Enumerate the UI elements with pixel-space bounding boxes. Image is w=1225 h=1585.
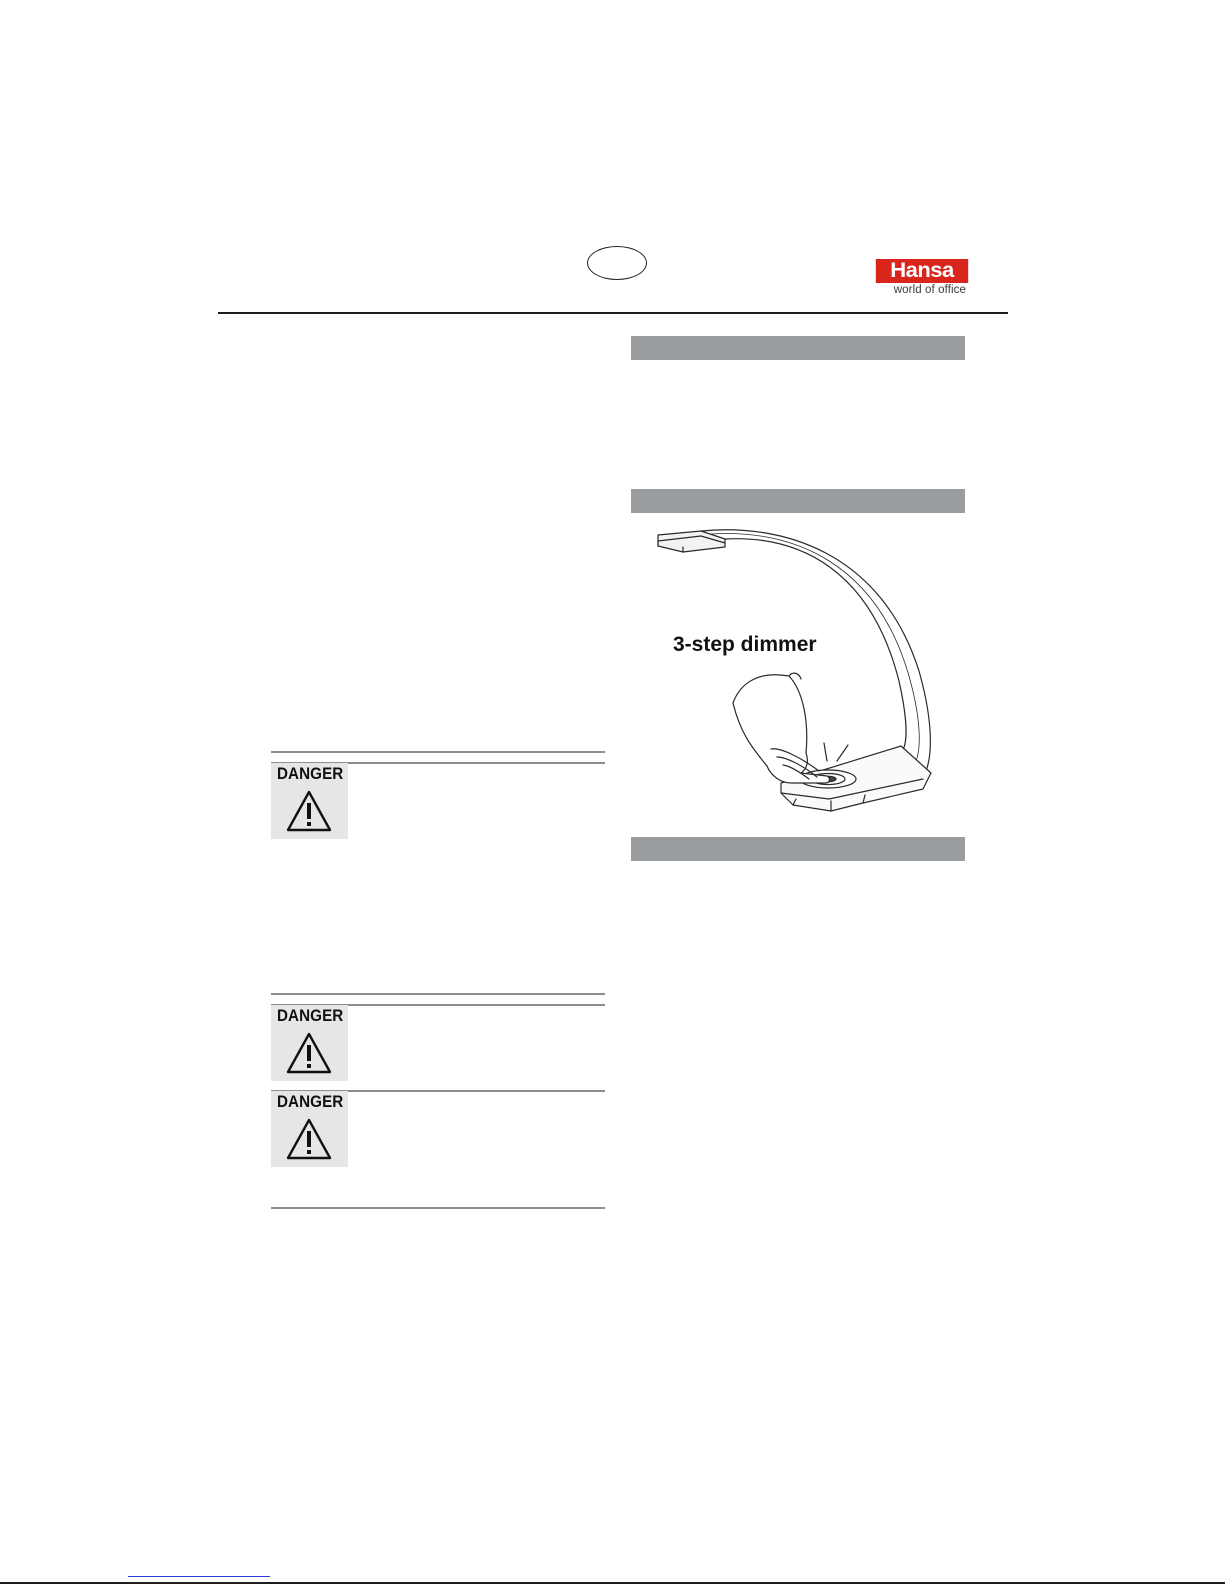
warning-rule-top <box>271 993 605 995</box>
footer-divider <box>0 1582 1225 1584</box>
logo-wordmark: Hansa <box>876 259 968 283</box>
header-divider <box>218 312 1008 314</box>
section-bar-3 <box>631 837 965 861</box>
language-badge <box>587 246 647 280</box>
lamp-dimmer-illustration <box>631 521 965 831</box>
warning-triangle-icon <box>286 790 332 832</box>
figure-label: 3-step dimmer <box>673 633 817 656</box>
brand-logo <box>878 259 966 299</box>
section-bar-1 <box>631 336 965 360</box>
danger-warning-box <box>271 763 348 839</box>
danger-label: DANGER <box>277 1093 344 1111</box>
warning-triangle-icon <box>286 1032 332 1074</box>
logo-tagline: world of office <box>893 284 966 296</box>
footer-link-underline <box>128 1576 270 1577</box>
danger-label: DANGER <box>277 1007 344 1025</box>
warning-triangle-icon <box>286 1118 332 1160</box>
warning-rule-top <box>271 751 605 753</box>
section-bar-2 <box>631 489 965 513</box>
danger-label: DANGER <box>277 765 344 783</box>
danger-warning-box <box>271 1091 348 1167</box>
danger-warning-box <box>271 1005 348 1081</box>
warning-rule-bottom <box>271 1207 605 1209</box>
